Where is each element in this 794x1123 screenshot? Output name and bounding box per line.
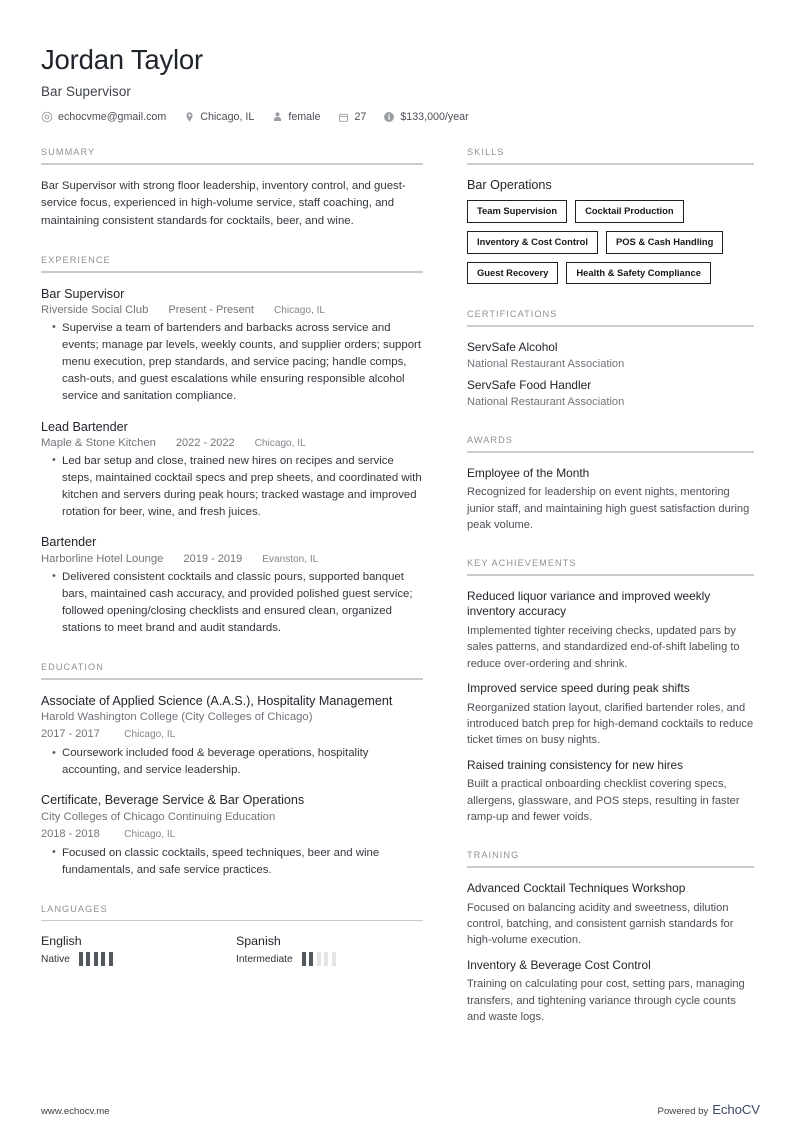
experience-role: Bartender: [41, 535, 97, 550]
skill-chip[interactable]: Cocktail Production: [575, 200, 684, 223]
contact-gender-value: female: [288, 111, 321, 124]
award-description: Recognized for leadership on event nights, mentoring junior staff, and maintaining high guest satisfaction during peak volume.: [467, 486, 750, 531]
experience-dates: Present - Present: [168, 303, 254, 316]
section-awards: [467, 435, 754, 533]
section-training: [467, 850, 754, 1025]
rating-bar: [324, 952, 328, 966]
rating-bar: [302, 952, 306, 966]
training-name: Advanced Cocktail Techniques Workshop: [467, 881, 686, 896]
skill-chip-list: [467, 200, 754, 284]
section-title-key-achievements: KEY ACHIEVEMENTS: [467, 558, 577, 569]
rating-bar: [109, 952, 113, 966]
experience-location: Chicago, IL: [273, 304, 326, 316]
page-title: Jordan Taylor: [41, 44, 203, 75]
skill-chip[interactable]: Team Supervision: [467, 200, 567, 223]
language-name: English: [41, 934, 82, 949]
section-title-certifications: CERTIFICATIONS: [467, 309, 558, 320]
training-name: Inventory & Beverage Cost Control: [467, 957, 651, 972]
education-school: Harold Washington College (City Colleges of Chicago): [41, 711, 313, 724]
award-name: Employee of the Month: [467, 465, 590, 480]
achievement-item: [467, 758, 754, 826]
certification-item: [467, 340, 754, 372]
achievement-description: Implemented tighter receiving checks, updated pars by sales patterns, and standardized end-of-shift labeling to reduce over-ordering and shrink.: [467, 624, 740, 670]
certification-name: ServSafe Alcohol: [467, 340, 558, 355]
experience-meta: [41, 304, 423, 316]
award-item: [467, 466, 754, 534]
education-school: City Colleges of Chicago Continuing Education: [41, 810, 276, 823]
list-item: • Coursework included food & beverage operations, hospitality accounting, and service leadership.: [53, 745, 423, 779]
footer-website-url[interactable]: www.echocv.me: [41, 1106, 110, 1117]
section-experience: [41, 255, 423, 637]
language-rating-row: [236, 952, 431, 966]
section-divider: [467, 163, 754, 165]
experience-bullets: [41, 569, 423, 637]
contact-location: [183, 111, 254, 123]
section-education: [41, 662, 423, 879]
rating-bar: [309, 952, 313, 966]
experience-company: Riverside Social Club: [41, 303, 149, 316]
footer-branding: [658, 1102, 760, 1117]
list-item: • Delivered consistent cocktails and classic pours, supported banquet bars, maintained cash accuracy, and provided polished guest service; followed opening/closing checklists and ensured clean, organized stations to meet brand and audit standards.: [53, 569, 423, 637]
achievement-name: Raised training consistency for new hires: [467, 757, 684, 772]
education-entry: [41, 792, 423, 879]
skill-group-name: Bar Operations: [467, 178, 552, 193]
achievement-item: [467, 589, 754, 672]
education-dates: 2017 - 2017: [41, 728, 100, 741]
education-meta: [41, 711, 423, 742]
list-item: • Led bar setup and close, trained new hires on recipes and service steps, maintained cocktail specs and prep sheets, and coordinated with kitchen and servers during peak hours; tracked wastage and improved rotation for beer, wine, and fresh juices.: [53, 453, 423, 521]
education-dates: 2018 - 2018: [41, 827, 100, 840]
education-bullets: [41, 845, 423, 879]
training-item: [467, 881, 754, 949]
calendar-icon: [337, 111, 349, 123]
section-certifications: [467, 309, 754, 410]
training-description: Training on calculating pour cost, setting pars, managing transfers, and tightening variance through cycle counts and waste logs.: [467, 978, 745, 1024]
education-bullets: [41, 745, 423, 779]
experience-bullets: [41, 453, 423, 521]
section-divider: [467, 325, 754, 327]
experience-entry: [41, 286, 423, 406]
certification-issuer: National Restaurant Association: [467, 395, 625, 408]
experience-meta: [41, 553, 423, 565]
rating-bar: [317, 952, 321, 966]
training-description: Focused on balancing acidity and sweetness, dilution control, batching, and consistent garnish standards for high-volume execution.: [467, 901, 734, 947]
rating-bar: [94, 952, 98, 966]
certification-issuer: National Restaurant Association: [467, 357, 625, 370]
email-icon: [41, 111, 53, 123]
language-item: [41, 934, 236, 966]
section-summary: [41, 147, 423, 230]
section-title-experience: EXPERIENCE: [41, 255, 111, 266]
achievement-name: Improved service speed during peak shifts: [467, 681, 690, 696]
experience-company: Maple & Stone Kitchen: [41, 436, 156, 449]
certification-name: ServSafe Food Handler: [467, 378, 592, 393]
language-level: Native: [41, 953, 70, 965]
experience-meta: [41, 437, 423, 449]
education-location: Chicago, IL: [124, 729, 176, 741]
experience-role: Lead Bartender: [41, 419, 128, 434]
left-column: [41, 147, 423, 991]
language-rating-bars: [302, 952, 340, 966]
skill-chip[interactable]: Inventory & Cost Control: [467, 231, 598, 254]
experience-location: Evanston, IL: [262, 553, 319, 565]
education-entry: [41, 693, 423, 780]
contact-salary: [383, 111, 468, 123]
contact-age-value: 27: [354, 111, 367, 124]
section-divider: [467, 574, 754, 576]
education-degree: Associate of Applied Science (A.A.S.), Hospitality Management: [41, 693, 393, 708]
rating-bar: [79, 952, 83, 966]
contact-gender: [271, 111, 320, 123]
section-title-education: EDUCATION: [41, 662, 104, 673]
experience-bullets: [41, 320, 423, 406]
experience-entry: [41, 419, 423, 522]
list-item: • Focused on classic cocktails, speed techniques, beer and wine fundamentals, and safe service practices.: [53, 845, 423, 879]
right-column: [467, 147, 754, 1050]
skill-chip[interactable]: POS & Cash Handling: [606, 231, 723, 254]
language-level: Intermediate: [236, 953, 293, 965]
experience-dates: 2022 - 2022: [175, 436, 235, 449]
section-divider: [467, 451, 754, 453]
experience-company: Harborline Hotel Lounge: [41, 552, 164, 565]
language-rating-bars: [79, 952, 117, 966]
rating-bar: [101, 952, 105, 966]
section-title-summary: SUMMARY: [41, 147, 96, 158]
footer-powered-by-label: Powered by: [657, 1106, 709, 1117]
skill-chip[interactable]: Health & Safety Compliance: [566, 262, 711, 285]
section-key-achievements: [467, 558, 754, 825]
section-divider: [41, 920, 423, 922]
contact-list: [41, 111, 760, 123]
section-skills: [467, 147, 754, 284]
experience-role: Bar Supervisor: [41, 286, 125, 301]
summary-text: Bar Supervisor with strong floor leadership, inventory control, and guest-service focus, experienced in high-volume service, staff coaching, and maintaining consistent standards for cocktails, beer, and wine.: [41, 180, 406, 227]
contact-salary-value: $133,000/year: [400, 111, 469, 124]
contact-age: [337, 111, 366, 123]
experience-dates: 2019 - 2019: [183, 552, 243, 565]
section-divider: [41, 678, 423, 680]
education-degree: Certificate, Beverage Service & Bar Operations: [41, 793, 305, 808]
gender-icon: [271, 111, 283, 123]
experience-location: Chicago, IL: [254, 437, 306, 449]
education-meta: [41, 811, 423, 842]
achievement-description: Reorganized station layout, clarified bartender roles, and introduced batch prep for high-demand cocktails to reduce ticket times on busy nights.: [467, 701, 754, 747]
achievement-description: Built a practical onboarding checklist covering specs, allergens, glassware, and POS steps, resulting in faster ramp-up and fewer voids.: [467, 778, 740, 824]
training-item: [467, 958, 754, 1026]
education-location: Chicago, IL: [124, 828, 176, 840]
header-job-title: Bar Supervisor: [41, 84, 131, 100]
section-title-skills: SKILLS: [467, 147, 505, 158]
skill-chip[interactable]: Guest Recovery: [467, 262, 558, 285]
resume-header: [41, 44, 760, 123]
achievement-name: Reduced liquor variance and improved weekly inventory accuracy: [467, 588, 711, 619]
resume-body: [41, 147, 760, 1050]
rating-bar: [86, 952, 90, 966]
contact-email-value: echocvme@gmail.com: [58, 111, 167, 124]
section-title-languages: LANGUAGES: [41, 903, 108, 914]
salary-icon: [383, 111, 395, 123]
section-divider: [467, 866, 754, 868]
achievement-item: [467, 681, 754, 749]
list-item: • Supervise a team of bartenders and barbacks across service and events; manage par levels, weekly counts, and supplier orders; support menu execution, prep standards, and service pacing; handle comps, cash-outs, and guest escalations while ensuring responsible alcohol service and sanitation compliance.: [53, 320, 423, 406]
language-rating-row: [41, 952, 236, 966]
footer-brand-name: EchoCV: [712, 1102, 760, 1117]
experience-entry: [41, 534, 423, 637]
certification-item: [467, 378, 754, 410]
page-footer: [41, 1102, 760, 1117]
language-item: [236, 934, 431, 966]
section-title-training: TRAINING: [467, 850, 520, 861]
section-languages: [41, 904, 423, 967]
contact-email: [41, 111, 166, 123]
section-title-awards: AWARDS: [467, 435, 513, 446]
rating-bar: [332, 952, 336, 966]
contact-location-value: Chicago, IL: [200, 111, 255, 124]
section-divider: [41, 163, 423, 165]
location-icon: [183, 111, 195, 123]
section-divider: [41, 271, 423, 273]
language-name: Spanish: [236, 934, 281, 949]
languages-grid: [41, 934, 423, 966]
